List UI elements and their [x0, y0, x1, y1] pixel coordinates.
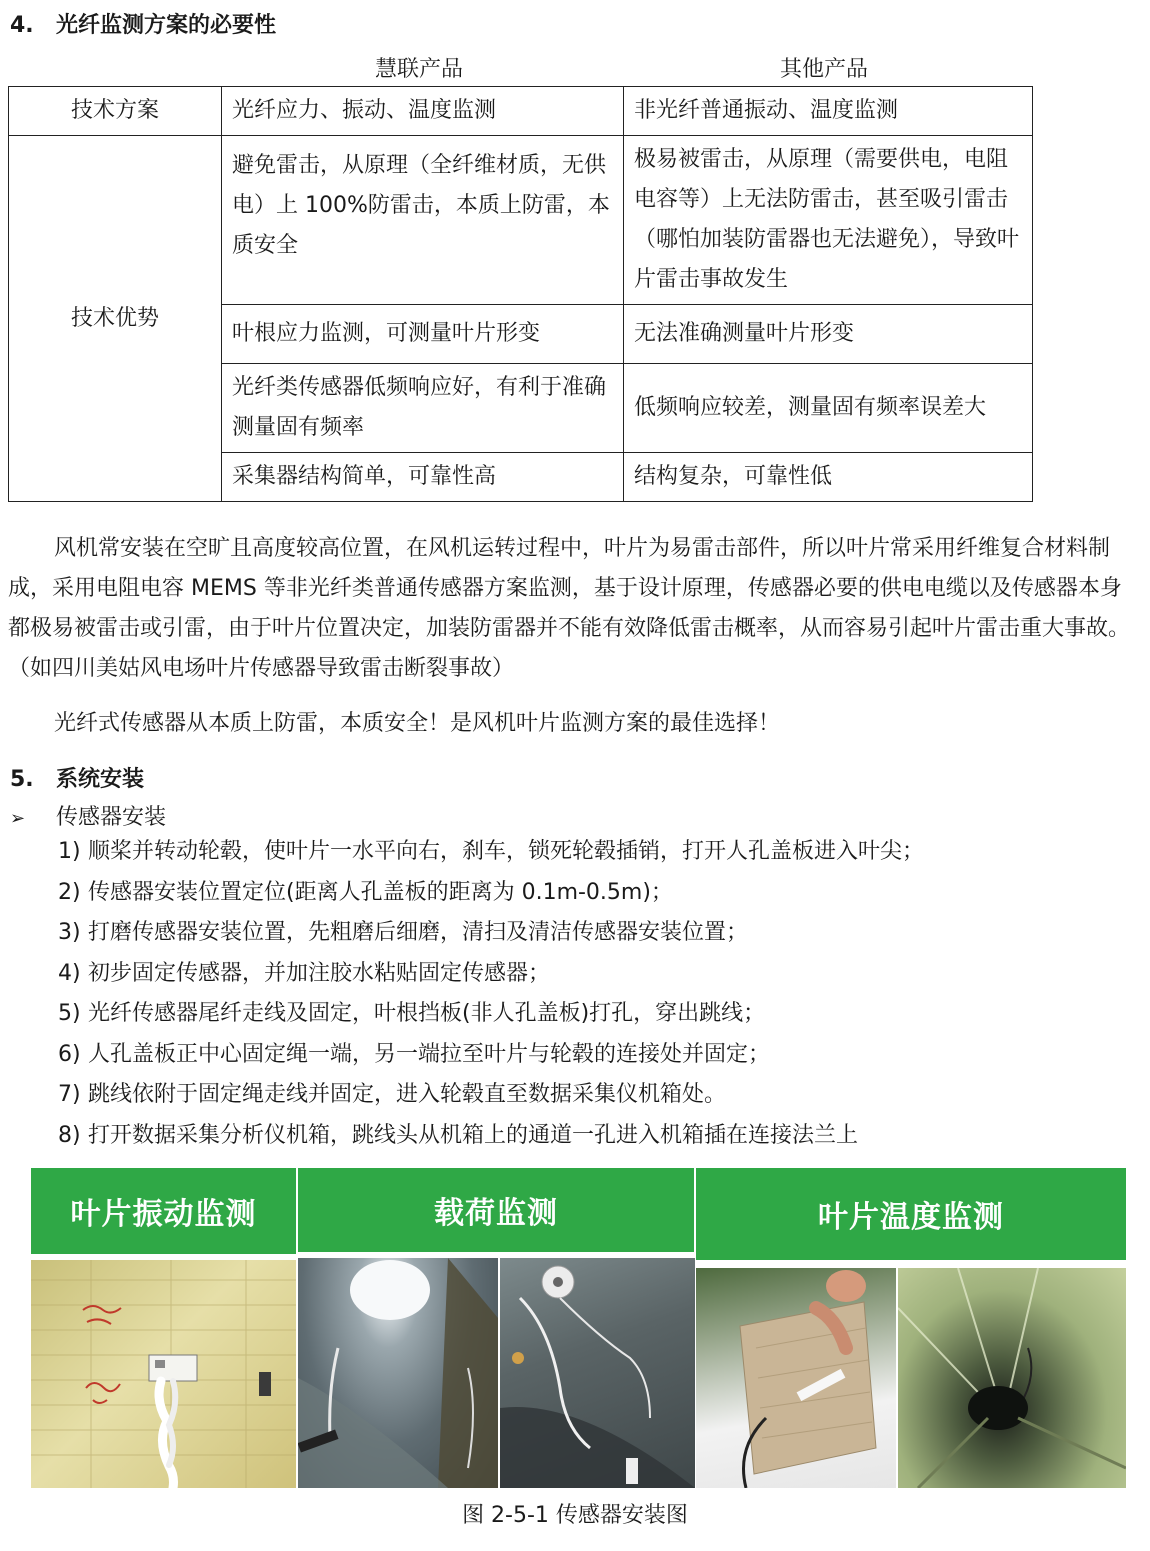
photo-temperature-sensor — [696, 1268, 896, 1488]
list-item: 1) 顺桨并转动轮毂，使叶片一水平向右，刹车，锁死轮毂插销，打开人孔盖板进入叶尖； — [58, 839, 925, 864]
list-item: 2) 传感器安装位置定位(距离人孔盖板的距离为 0.1m-0.5m)； — [58, 879, 673, 905]
list-item: 7) 跳线依附于固定绳走线并固定，进入轮毂直至数据采集仪机箱处。 — [58, 1082, 727, 1107]
load-photo-graphic — [298, 1258, 498, 1488]
cell-other: 非光纤普通振动、温度监测 — [624, 87, 1033, 136]
list-item: 6) 人孔盖板正中心固定绳一端，另一端拉至叶片与轮毂的连接处并固定； — [58, 1041, 771, 1067]
cell-ours: 叶根应力监测，可测量叶片形变 — [222, 305, 624, 364]
panel-title-vibration: 叶片振动监测 — [31, 1168, 296, 1254]
paragraph-conclusion: 光纤式传感器从本质上防雷，本质安全！是风机叶片监测方案的最佳选择！ — [54, 711, 781, 736]
temperature-photo-graphic — [696, 1268, 896, 1488]
arrow-bullet-icon: ➢ — [10, 808, 26, 829]
cell-ours: 光纤应力、振动、温度监测 — [222, 87, 624, 136]
list-item: 4) 初步固定传感器，并加注胶水粘贴固定传感器； — [58, 960, 551, 986]
comparison-table — [8, 86, 1033, 502]
panel-title-temperature: 叶片温度监测 — [696, 1168, 1126, 1260]
cell-ours: 避免雷击，从原理（全纤维材质，无供电）上 100%防雷击，本质上防雷，本质安全 — [222, 136, 624, 305]
table-row — [9, 87, 1033, 136]
section-5-heading — [10, 762, 144, 793]
photo-load-sensor — [500, 1258, 695, 1488]
paragraph-lightning: 风机常安装在空旷且高度较高位置，在风机运转过程中，叶片为易雷击部件，所以叶片常采用纤维复合材料制成，采用电阻电容 MEMS 等非光纤类普通传感器方案监测，基于设计原理，传感器必要的供电电缆以及传感器本身都极易被雷击或引雷，由于叶片位置决定，加装防雷器并不能有效降低雷击概率，从而容易引起叶片雷击重大事故。（如四川美姑风电场叶片传感器导致雷击断裂事故） — [8, 536, 1131, 681]
cell-other: 极易被雷击，从原理（需要供电，电阻电容等）上无法防雷击，甚至吸引雷击（哪怕加装防雷器也无法避免），导致叶片雷击事故发生 — [624, 136, 1033, 305]
cell-ours: 采集器结构简单，可靠性高 — [222, 453, 624, 502]
photo-load-root — [298, 1258, 498, 1488]
row-label-tech: 技术方案 — [9, 87, 222, 136]
section-number: 4. — [10, 13, 34, 38]
list-item: 8) 打开数据采集分析仪机箱，跳线头从机箱上的通道一孔进入机箱插在连接法兰上 — [58, 1122, 859, 1148]
cell-other: 低频响应较差，测量固有频率误差大 — [624, 364, 1033, 453]
vibration-photo-graphic — [31, 1260, 296, 1488]
section-number: 5. — [10, 767, 34, 792]
temperature-interior-graphic — [898, 1268, 1126, 1488]
bullet-item — [10, 800, 166, 831]
bullet-label: 传感器安装 — [56, 805, 167, 830]
row-label-advantage: 技术优势 — [9, 136, 222, 502]
section-title: 系统安装 — [56, 767, 145, 792]
table-row — [9, 136, 1033, 305]
figure-caption: 图 2-5-1 传感器安装图 — [462, 1503, 688, 1528]
section-title: 光纤监测方案的必要性 — [56, 13, 277, 38]
column-header-other: 其他产品 — [780, 57, 869, 82]
list-item: 5) 光纤传感器尾纤走线及固定，叶根挡板(非人孔盖板)打孔，穿出跳线； — [58, 1001, 766, 1026]
photo-vibration-sensor — [31, 1260, 296, 1488]
photo-temperature-interior — [898, 1268, 1126, 1488]
list-item: 3) 打磨传感器安装位置，先粗磨后细磨，清扫及清洁传感器安装位置； — [58, 920, 749, 945]
install-steps — [58, 832, 924, 1156]
section-4-heading — [10, 8, 276, 39]
cell-ours: 光纤类传感器低频响应好，有利于准确测量固有频率 — [222, 364, 624, 453]
load-sensor-graphic — [500, 1258, 695, 1488]
cell-other: 无法准确测量叶片形变 — [624, 305, 1033, 364]
cell-other: 结构复杂，可靠性低 — [624, 453, 1033, 502]
column-header-ours: 慧联产品 — [375, 57, 464, 82]
panel-title-load: 载荷监测 — [298, 1168, 694, 1252]
